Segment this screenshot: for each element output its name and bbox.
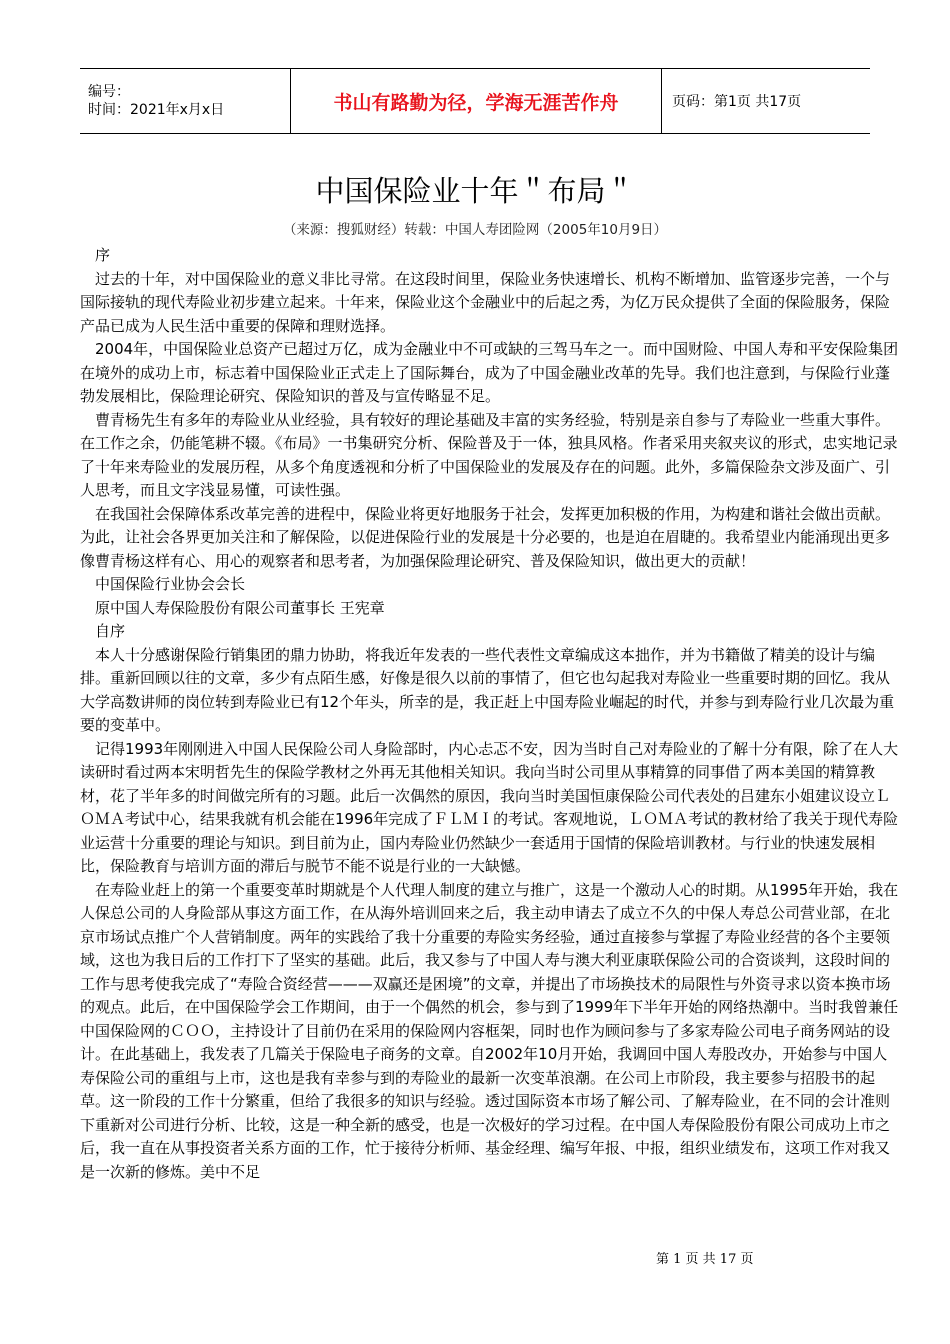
paragraph: 记得1993年刚刚进入中国人民保险公司人身险部时，内心忐忑不安，因为当时自己对寿险业的了解十分有限，除了在人大读研时看过两本宋明哲先生的保险学教材之外再无其他相关知识。我向当时公司里从事精算的同事借了两本美国的精算教材，花了半年多的时间做完所有的习题。此后一次偶然的原因，我向当时美国恒康保险公司代表处的吕建东小姐建议设立ＬＯＭＡ考试中心，结果我就有机会能在1996年完成了ＦＬＭＩ的考试。客观地说，ＬＯＭＡ考试的教材给了我关于现代寿险业运营十分重要的理论与知识。到目前为止，国内寿险业仍然缺少一套适用于国情的保险培训教材。与行业的快速发展相比，保险教育与培训方面的滞后与脱节不能不说是行业的一大缺憾。 <box>80 739 899 875</box>
document-time-label: 时间：2021年x月x日 <box>88 102 225 118</box>
paragraph: 在我国社会保障体系改革完善的进程中，保险业将更好地服务于社会，发挥更加积极的作用，为构建和谐社会做出贡献。为此，让社会各界更加关注和了解保险，以促进保险行业的发展是十分必要的，也是迫在眉睫的。我希望业内能涌现出更多像曹青杨这样有心、用心的观察者和思考者，为加强保险理论研究、普及保险知识，做出更大的贡献！ <box>80 504 891 570</box>
paragraph: 曹青杨先生有多年的寿险业从业经验，具有较好的理论基础及丰富的实务经验，特别是亲自参与了寿险业一些重大事件。在工作之余，仍能笔耕不辍。《布局》一书集研究分析、保险普及于一体，独具风格。作者采用夹叙夹议的形式，忠实地记录了十年来寿险业的发展历程，从多个角度透视和分析了中国保险业的发展及存在的问题。此外，多篇保险杂文涉及面广、引人思考，而且文字浅显易懂，可读性强。 <box>80 410 898 499</box>
paragraph: 过去的十年，对中国保险业的意义非比寻常。在这段时间里，保险业务快速增长、机构不断增加、监管逐步完善，一个与国际接轨的现代寿险业初步建立起来。十年来，保险业这个金融业中的后起之秀，为亿万民众提供了全面的保险服务，保险产品已成为人民生活中重要的保障和理财选择。 <box>80 269 891 335</box>
document-header <box>80 68 870 134</box>
paragraph: 本人十分感谢保险行销集团的鼎力协助，将我近年发表的一些代表性文章编成这本拙作，并为书籍做了精美的设计与编排。重新回顾以往的文章，多少有点陌生感，好像是很久以前的事情了，但它也勾起我对寿险业一些重要时期的回忆。我从大学高数讲师的岗位转到寿险业已有12个年头，所幸的是，我正赶上中国寿险业崛起的时代，并参与到寿险行业几次最为重要的变革中。 <box>80 645 895 734</box>
document-body <box>80 244 902 1184</box>
section-heading-author-preface: 自序 <box>80 622 126 640</box>
paragraph: 在寿险业赶上的第一个重要变革时期就是个人代理人制度的建立与推广，这是一个激动人心的时期。从1995年开始，我在人保总公司的人身险部从事这方面工作，在从海外培训回来之后，我主动申请去了成立不久的中保人寿总公司营业部，在北京市场试点推广个人营销制度。两年的实践给了我十分重要的寿险实务经验，通过直接参与掌握了寿险业经营的各个主要领域，这也为我日后的工作打下了坚实的基础。此后，我又参与了中国人寿与澳大利亚康联保险公司的合资谈判，这段时间的工作与思考使我完成了“寿险合资经营———双赢还是困境”的文章，并提出了市场换技术的局限性与外资寻求以资本换市场的观点。此后，在中国保险学会工作期间，由于一个偶然的机会，参与到了1999年下半年开始的网络热潮中。当时我曾兼任中国保险网的ＣＯＯ，主持设计了目前仍在采用的保险网内容框架，同时也作为顾问参与了多家寿险公司电子商务网站的设计。在此基础上，我发表了几篇关于保险电子商务的文章。自2002年10月开始，我调回中国人寿股改办，开始参与中国人寿保险公司的重组与上市，这也是我有幸参与到的寿险业的最新一次变革浪潮。在公司上市阶段，我主要参与招股书的起草。这一阶段的工作十分繁重，但给了我很多的知识与经验。透过国际资本市场了解公司、了解寿险业，在不同的会计准则下重新对公司进行分析、比较，这是一种全新的感受，也是一次极好的学习过程。在中国人寿保险股份有限公司成功上市之后，我一直在从事投资者关系方面的工作，忙于接待分析师、基金经理、编写年报、中报，组织业绩发布，这项工作对我又是一次新的修炼。美中不足 <box>80 880 899 1181</box>
header-motto: 书山有路勤为径，学海无涯苦作舟 <box>291 69 662 134</box>
document-title: 中国保险业十年＂布局＂ <box>315 174 635 208</box>
signature-line: 中国保险行业协会会长 <box>80 575 246 593</box>
signature-line: 原中国人寿保险股份有限公司董事长 王宪章 <box>80 598 385 617</box>
document-number-label: 编号： <box>88 84 130 100</box>
document-source: （来源：搜狐财经）转载：中国人寿团险网（2005年10月9日） <box>282 222 668 238</box>
page-footer: 第 1 页 共 17 页 <box>656 1252 754 1267</box>
paragraph: 2004年，中国保险业总资产已超过万亿，成为金融业中不可或缺的三驾马车之一。而中国财险、中国人寿和平安保险集团在境外的成功上市，标志着中国保险业正式走上了国际舞台，成为了中国金融业改革的先导。我们也注意到，与保险行业蓬勃发展相比，保险理论研究、保险知识的普及与宣传略显不足。 <box>80 340 899 405</box>
header-page-label: 页码：第1页 共17页 <box>662 69 871 134</box>
header-meta-cell <box>80 69 291 134</box>
section-heading-preface: 序 <box>80 246 111 264</box>
